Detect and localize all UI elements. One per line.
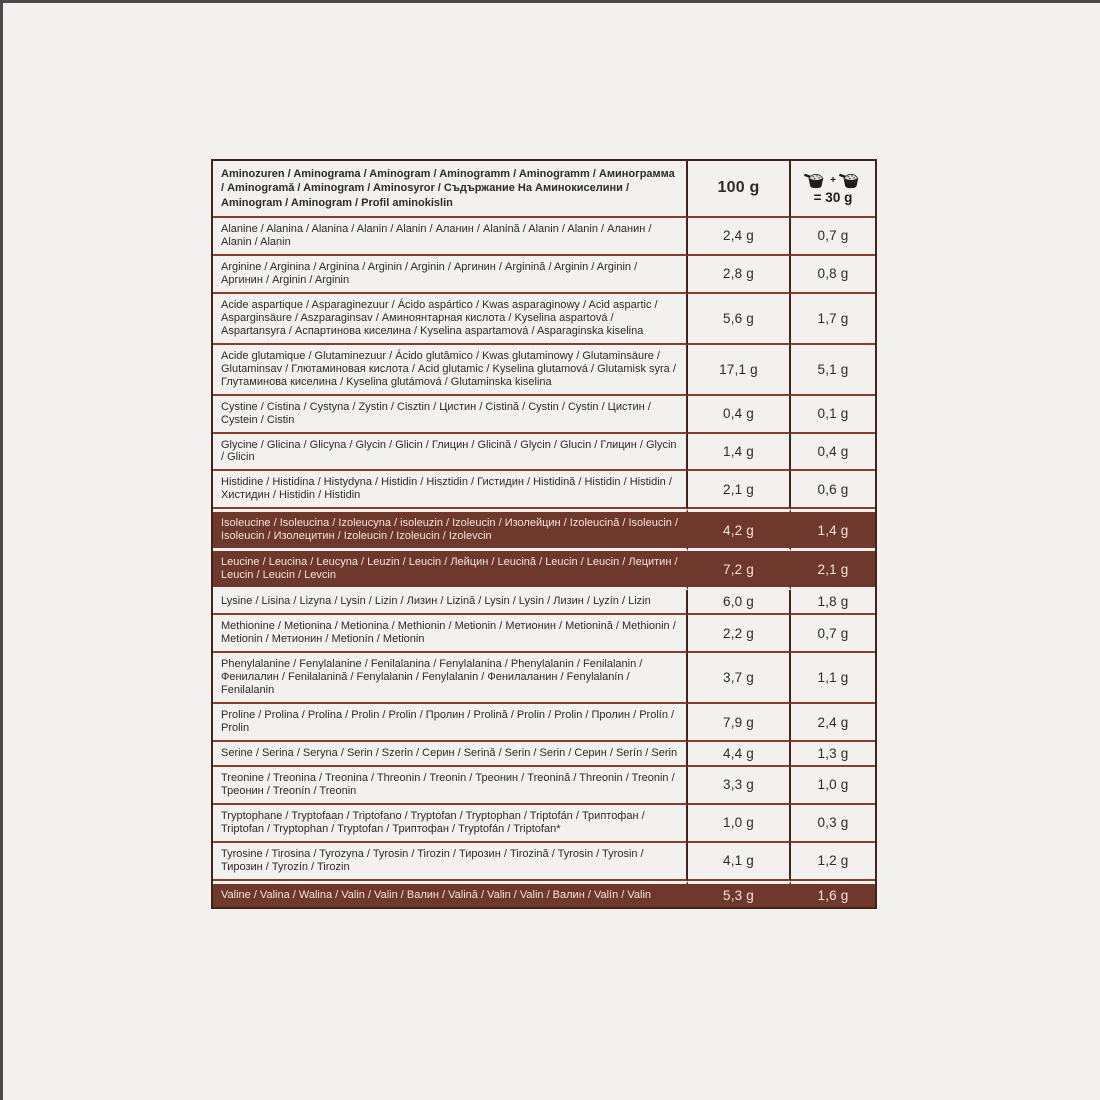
value-per-30g: 0,4 g [791,434,875,472]
table-row [213,256,875,294]
value-per-100g: 2,2 g [688,615,791,653]
amino-acid-names: Histidine / Histidina / Histydyna / Histidin / Hisztidin / Гистидин / Histidină / Histidin / Histidin / Хистидин / Histidin / Histidin [213,471,688,509]
value-per-30g: 1,6 g [791,881,875,907]
amino-acid-names: Serine / Serina / Seryna / Serin / Szerin / Серин / Serină / Serin / Serin / Серин / Serín / Serin [213,742,688,767]
value-per-30g: 2,1 g [791,551,875,590]
amino-acid-names: Lysine / Lisina / Lizyna / Lysin / Lizin / Лизин / Lizină / Lysin / Lysin / Лизин / Lyzín / Lizin [213,590,688,615]
value-per-30g: 1,1 g [791,653,875,704]
value-per-30g: 1,3 g [791,742,875,767]
amino-acid-names: Arginine / Arginina / Arginina / Arginin / Arginin / Аргинин / Arginină / Arginin / Arginin / Аргинин / Arginin / Arginin [213,256,688,294]
value-per-30g: 0,6 g [791,471,875,509]
value-per-30g: 0,7 g [791,615,875,653]
table-row [213,471,875,509]
table-row [213,742,875,767]
value-per-30g: 0,1 g [791,396,875,434]
value-per-30g: 1,8 g [791,590,875,615]
value-per-100g: 2,8 g [688,256,791,294]
table-row [213,551,875,590]
amino-acid-names: Tryptophane / Tryptofaan / Triptofano / Tryptofan / Tryptophan / Triptofán / Триптофан / Triptofan / Tryptophan / Tryptofan / Триптофан / Tryptofán / Triptofan* [213,805,688,843]
value-per-100g: 17,1 g [688,345,791,396]
value-per-100g: 5,3 g [688,881,791,907]
serving-equals-label: = 30 g [813,189,853,205]
column-header-serving [791,161,875,218]
table-header-row [213,161,875,218]
value-per-100g: 2,4 g [688,218,791,256]
value-per-30g: 1,7 g [791,294,875,345]
amino-acid-names: Valine / Valina / Walina / Valin / Valin / Валин / Valină / Valin / Valin / Валин / Valín / Valin [213,881,688,907]
value-per-30g: 0,3 g [791,805,875,843]
plus-sign: + [830,174,836,186]
table-row [213,590,875,615]
column-header-100g: 100 g [688,161,791,218]
aminogram-table [211,159,877,909]
amino-acid-names: Glycine / Glicina / Glicyna / Glycin / Glicin / Глицин / Glicină / Glycin / Glucin / Глицин / Glycin / Glicin [213,434,688,472]
table-row [213,294,875,345]
table-row [213,704,875,742]
amino-acid-names: Proline / Prolina / Prolina / Prolin / Prolin / Пролин / Prolină / Prolin / Prolin / Пролин / Prolín / Prolin [213,704,688,742]
amino-acid-names: Isoleucine / Isoleucina / Izoleucyna / isoleuzin / Izoleucin / Изолейцин / Izoleucină / Isoleucin / Isoleucin / Изолецитин / Izoleucin / Izoleucin / Izolevcin [213,509,688,551]
value-per-100g: 1,4 g [688,434,791,472]
value-per-100g: 4,1 g [688,843,791,881]
value-per-100g: 3,3 g [688,767,791,805]
table-row [213,509,875,551]
value-per-30g: 0,7 g [791,218,875,256]
value-per-100g: 4,4 g [688,742,791,767]
scoop-icon [804,172,827,189]
value-per-30g: 5,1 g [791,345,875,396]
value-per-30g: 1,0 g [791,767,875,805]
value-per-100g: 0,4 g [688,396,791,434]
value-per-100g: 6,0 g [688,590,791,615]
table-row [213,345,875,396]
amino-acid-names: Tyrosine / Tirosina / Tyrozyna / Tyrosin / Tirozin / Тирозин / Tirozină / Tyrosin / Tyrosin / Тирозин / Tyrozín / Tirozin [213,843,688,881]
scoop-icon [839,172,862,189]
table-row [213,653,875,704]
value-per-30g: 2,4 g [791,704,875,742]
amino-acid-names: Phenylalanine / Fenylalanine / Fenilalanina / Fenylalanina / Phenylalanin / Fenilalanin / Фенилалин / Fenilalanină / Fenylalanin / Fenylalanin / Фенилаланин / Fenylalanín / Fenilalanin [213,653,688,704]
table-row [213,843,875,881]
value-per-100g: 2,1 g [688,471,791,509]
screenshot-left-edge [0,0,3,1100]
table-row [213,434,875,472]
value-per-100g: 7,9 g [688,704,791,742]
amino-acid-names: Acide glutamique / Glutaminezuur / Ácido glutâmico / Kwas glutaminowy / Glutaminsäure / Glutaminsav / Глютаминовая кислота / Acid glutamic / Kyselina glutamová / Glutamisk syra / Глутаминова киселина / Kyselina glutámová / Glutaminska kiselina [213,345,688,396]
table-row [213,805,875,843]
amino-acid-names: Methionine / Metionina / Metionina / Methionin / Metionin / Метионин / Metionină / Methionin / Metionin / Метионин / Metionín / Metionin [213,615,688,653]
value-per-30g: 0,8 g [791,256,875,294]
value-per-30g: 1,2 g [791,843,875,881]
value-per-100g: 7,2 g [688,551,791,590]
table-row [213,767,875,805]
value-per-100g: 5,6 g [688,294,791,345]
screenshot-top-edge [0,0,1100,3]
aminogram-title: Aminozuren / Aminograma / Aminogram / Aminogramm / Aminogramm / Аминограмма / Aminogramă / Aminogram / Aminosyror / Съдържание На Аминокиселини / Aminogram / Aminogram / Profil aminokislin [213,161,688,218]
value-per-100g: 3,7 g [688,653,791,704]
table-row [213,881,875,907]
amino-acid-names: Treonine / Treonina / Treonina / Threonin / Treonin / Треонин / Treonină / Threonin / Treonin / Треонин / Treonín / Treonin [213,767,688,805]
table-row [213,218,875,256]
value-per-100g: 4,2 g [688,509,791,551]
value-per-30g: 1,4 g [791,509,875,551]
table-row [213,396,875,434]
table-row [213,615,875,653]
amino-acid-names: Leucine / Leucina / Leucyna / Leuzin / Leucin / Лейцин / Leucină / Leucin / Leucin / Лецитин / Leucin / Leucin / Levcin [213,551,688,590]
amino-acid-names: Cystine / Cistina / Cystyna / Zystin / Cisztin / Цистин / Cistină / Cystin / Cystin / Цистин / Cystein / Cistin [213,396,688,434]
serving-icons [793,172,873,189]
value-per-100g: 1,0 g [688,805,791,843]
amino-acid-names: Alanine / Alanina / Alanina / Alanin / Alanin / Аланин / Alanină / Alanin / Alanin / Аланин / Alanin / Alanin [213,218,688,256]
amino-acid-names: Acide aspartique / Asparaginezuur / Ácido aspártico / Kwas asparaginowy / Acid aspartic / Asparginsäure / Aszparaginsav / Аминоянтарная кислота / Kyselina aspartová / Aspartansyra / Аспартинова киселина / Kyselina aspartamová / Asparaginska kiselina [213,294,688,345]
